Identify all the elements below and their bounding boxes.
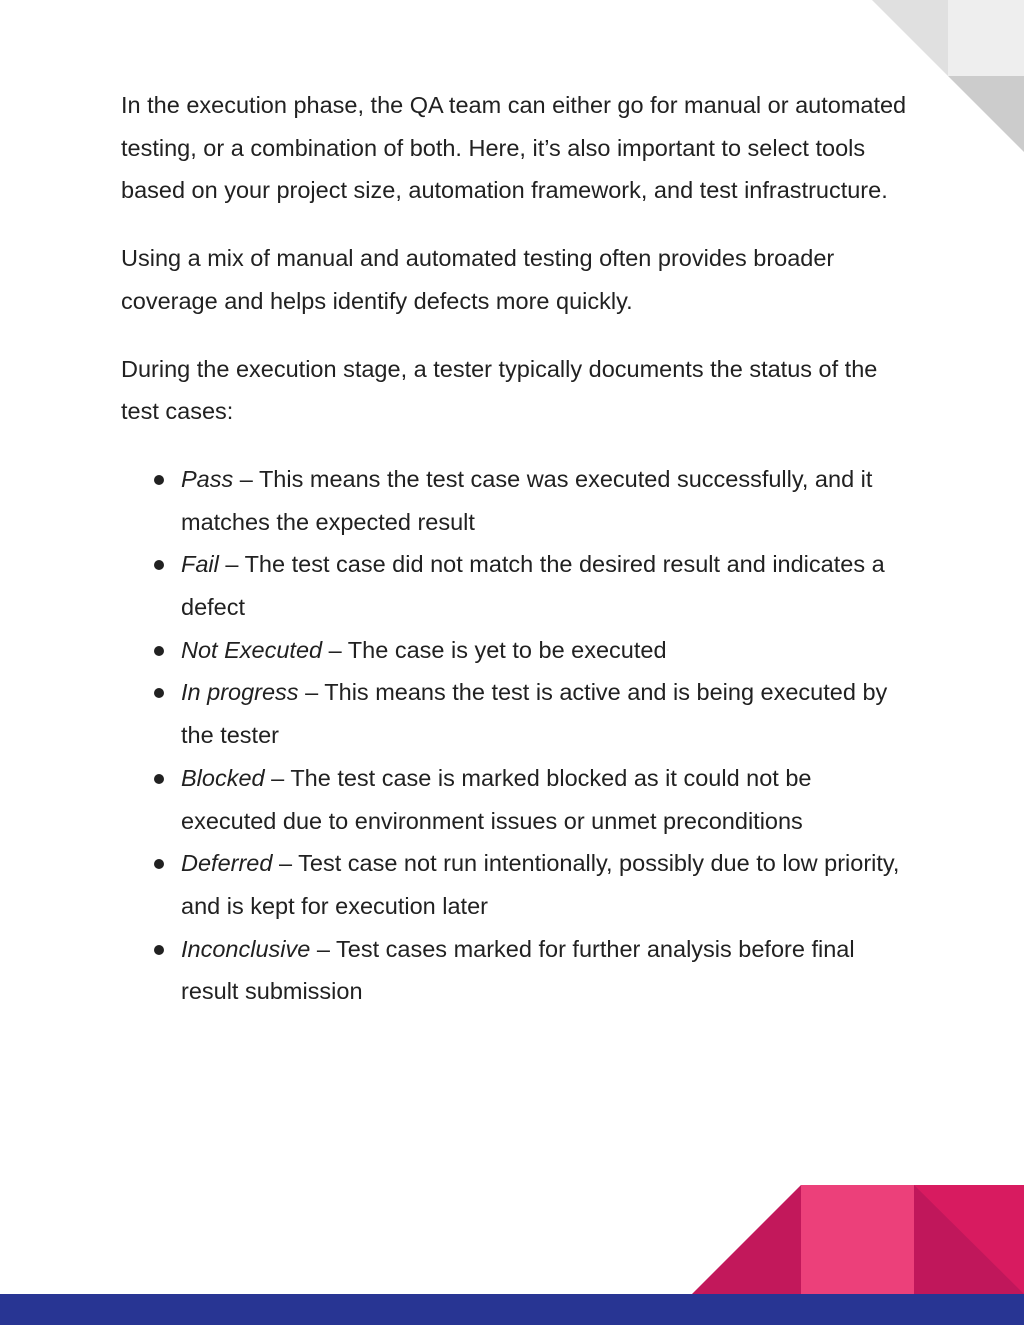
list-item-fail: [121, 543, 911, 628]
list-item-blocked: [121, 757, 911, 842]
list-item-not-executed: [121, 629, 911, 672]
status-description: – This means the test is active and is being executed by the tester: [181, 679, 888, 749]
list-item-inconclusive: [121, 928, 911, 1013]
test-status-list: [121, 458, 911, 1013]
corner-shape-light: [948, 0, 1024, 76]
accent-triangle-crimson: [692, 1185, 801, 1294]
list-item-pass: [121, 458, 911, 543]
status-term: Blocked: [181, 764, 265, 791]
corner-shape-shadow: [948, 76, 1024, 152]
bullet-icon: [154, 859, 164, 869]
corner-decoration-bottom: [692, 1185, 1024, 1294]
status-description: – Test case not run intentionally, possibly due to low priority, and is kept for execution later: [181, 850, 900, 919]
paragraph-status-intro: During the execution stage, a tester typically documents the status of the test cases:: [121, 355, 878, 425]
status-term: Deferred: [181, 850, 273, 877]
status-term: In progress: [181, 679, 299, 706]
bullet-icon: [154, 560, 164, 570]
status-description: – The case is yet to be executed: [322, 636, 667, 663]
list-item-in-progress: [121, 671, 911, 756]
paragraph-execution-phase: In the execution phase, the QA team can either go for manual or automated testing, or a combination of both. Here, it’s also important to select tools based on your project size, automation framework, and test infrastructure.: [121, 92, 907, 204]
accent-block-pink: [801, 1185, 914, 1294]
bullet-icon: [154, 646, 164, 656]
status-term: Not Executed: [181, 636, 323, 663]
paragraph-mixed-testing: Using a mix of manual and automated testing often provides broader coverage and helps identify defects more quickly.: [121, 245, 835, 314]
footer-bar: [0, 1294, 1024, 1325]
status-description: – The test case did not match the desired result and indicates a defect: [181, 551, 885, 621]
status-description: – Test cases marked for further analysis before final result submission: [181, 935, 855, 1005]
status-description: – The test case is marked blocked as it could not be executed due to environment issues or unmet preconditions: [181, 764, 812, 834]
corner-shape-fold: [872, 0, 948, 76]
status-term: Inconclusive: [181, 935, 311, 962]
list-item-deferred: [121, 842, 911, 927]
bullet-icon: [154, 774, 164, 784]
status-description: – This means the test case was executed successfully, and it matches the expected result: [181, 465, 873, 535]
status-term: Fail: [181, 551, 219, 578]
bullet-icon: [154, 475, 164, 485]
main-content: [121, 84, 911, 1013]
bullet-icon: [154, 688, 164, 698]
status-term: Pass: [181, 465, 234, 492]
bullet-icon: [154, 945, 164, 955]
